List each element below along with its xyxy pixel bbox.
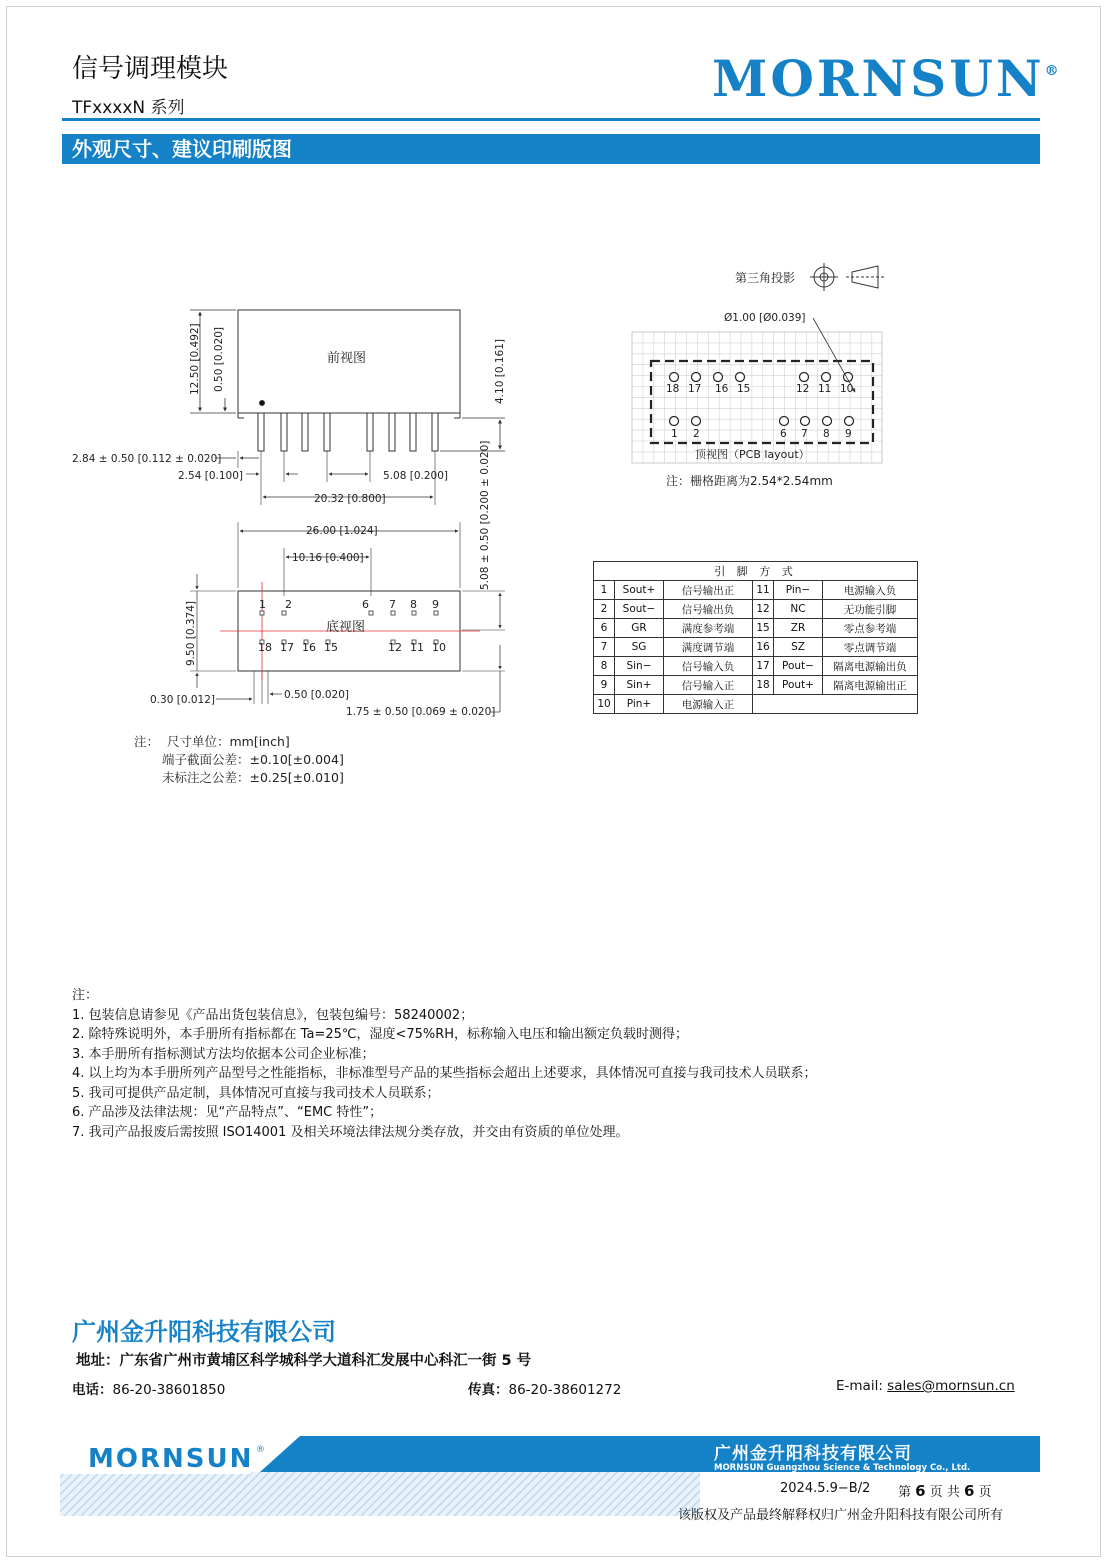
page-prefix: 第 [898, 1485, 912, 1500]
dim-pin-dia-b: 0.50 [0.020] [284, 689, 349, 701]
pin-table-cell: GR [615, 619, 664, 638]
pin-table-cell: Sout+ [615, 581, 664, 600]
pin-table-cell: 信号输出负 [664, 600, 753, 619]
pcb-pin-6: 6 [780, 428, 787, 440]
revision-date: 2024.5.9−B/2 [780, 1481, 871, 1496]
pin-table-cell: SZ [774, 638, 823, 657]
pin-table-cell: 零点调节端 [823, 638, 918, 657]
pcb-hole [714, 373, 723, 382]
pin-table-empty [753, 695, 918, 714]
pcb-hole [692, 417, 701, 426]
email-link[interactable]: sales@mornsun.cn [887, 1378, 1015, 1394]
pin-table-row [594, 581, 918, 600]
pcb-hole [692, 373, 701, 382]
pin-table-cell: 17 [753, 657, 774, 676]
drawing-tol2: 未标注之公差：±0.25[±0.010] [162, 770, 344, 785]
pcb-pin-7: 7 [801, 428, 808, 440]
pin-table-cell: 零点参考端 [823, 619, 918, 638]
pcb-pin-17: 17 [688, 383, 702, 395]
pin-table-title: 引 脚 方 式 [594, 562, 918, 581]
pin-table-cell: 10 [594, 695, 615, 714]
pin-table-cell: Pin+ [615, 695, 664, 714]
footer-logo-mark: ® [256, 1445, 265, 1455]
dim-edge: 1.75 ± 0.50 [0.069 ± 0.020] [346, 706, 496, 718]
dim-width: 26.00 [1.024] [306, 525, 378, 537]
dim-pin-dia-a: 0.30 [0.012] [150, 694, 215, 706]
pcb-hole [822, 373, 831, 382]
pcb-pin-15: 15 [737, 383, 751, 395]
pcb-pin-16: 16 [715, 383, 729, 395]
bv-pin-11: 11 [410, 641, 424, 654]
dim-span: 20.32 [0.800] [314, 493, 386, 505]
bv-pin-10: 10 [432, 641, 446, 654]
bv-pin-2: 2 [285, 598, 292, 611]
note-item: 7. 我司产品报废后需按照 ISO14001 及相关环境法律法规分类存放，并交由有资质的单位处理。 [72, 1124, 629, 1140]
drawing-notes [134, 733, 344, 787]
pin-table-cell: ZR [774, 619, 823, 638]
pin-table [593, 561, 918, 714]
pin-table-cell: 12 [753, 600, 774, 619]
drawing-unit: 尺寸单位：mm[inch] [166, 734, 290, 749]
pin-table-cell: 信号输出正 [664, 581, 753, 600]
dim-pin-length: 4.10 [0.161] [494, 339, 506, 404]
pin-table-cell: 信号输入负 [664, 657, 753, 676]
fax-value: 86-20-38601272 [508, 1382, 622, 1398]
pin-table-cell: 6 [594, 619, 615, 638]
phone-label: 电话： [72, 1382, 113, 1398]
phone [72, 1378, 225, 1398]
note-item: 4. 以上均为本手册所列产品型号之性能指标，非标准型号产品的某些指标会超出上述要求，具体情况可直接与我司技术人员联系； [72, 1066, 817, 1081]
footer-logo: MORNSUN [88, 1444, 254, 1474]
page-number [898, 1481, 992, 1500]
drawing-tol1: 端子截面公差：±0.10[±0.004] [162, 752, 344, 767]
pin-table-row [594, 638, 918, 657]
note-item: 2. 除特殊说明外，本手册所有指标都在 Ta=25℃，湿度<75%RH，标称输入电压和输出额定负载时测得； [72, 1027, 689, 1042]
phone-value: 86-20-38601850 [112, 1382, 226, 1398]
pin-table-cell: 1 [594, 581, 615, 600]
pin-table-row [594, 657, 918, 676]
note-item: 3. 本手册所有指标测试方法均依据本公司企业标准； [72, 1046, 375, 1062]
pin-table-cell: Pin− [774, 581, 823, 600]
pcb-grid-note: 注：栅格距离为2.54*2.54mm [666, 474, 833, 488]
logo-text: MORNSUN [712, 49, 1045, 108]
company-address: 地址：广东省广州市黄埔区科学城科学大道科汇发展中心科汇一街 5 号 [76, 1353, 532, 1369]
series-subtitle: TFxxxxN 系列 [72, 98, 185, 118]
pin-table-cell: 满度参考端 [664, 619, 753, 638]
pin-table-cell: 9 [594, 676, 615, 695]
notes-title: 注： [72, 988, 99, 1003]
pin-table-cell: 隔离电源输出负 [823, 657, 918, 676]
dim-pin-offset: 2.84 ± 0.50 [0.112 ± 0.020] [72, 453, 222, 465]
page-title: 信号调理模块 [72, 54, 229, 84]
bv-pin-17: 17 [280, 641, 294, 654]
pin-table-cell: 18 [753, 676, 774, 695]
company-name: 广州金升阳科技有限公司 [72, 1318, 336, 1346]
pcb-hole [736, 373, 745, 382]
note-item: 1. 包装信息请参见《产品出货包装信息》，包装包编号：58240002； [72, 1007, 474, 1023]
general-notes [72, 986, 817, 1142]
pcb-hole [780, 417, 789, 426]
footer-en-name: MORNSUN Guangzhou Science & Technology Co., Ltd. [714, 1463, 971, 1473]
dim-side-height: 9.50 [0.374] [185, 601, 197, 666]
bv-pin-16: 16 [302, 641, 316, 654]
pcb-pin-11: 11 [818, 383, 832, 395]
note-item: 5. 我司可提供产品定制，具体情况可直接与我司技术人员联系； [72, 1085, 440, 1101]
dim-top-gap: 0.50 [0.020] [213, 327, 225, 392]
pin1-dot [260, 401, 265, 406]
pin-table-cell: Pout− [774, 657, 823, 676]
pcb-hole [801, 417, 810, 426]
pin-table-cell: 电源输入正 [664, 695, 753, 714]
pcb-hole [670, 417, 679, 426]
footer-cn-name: 广州金升阳科技有限公司 [714, 1444, 912, 1464]
projection-label: 第三角投影 [735, 271, 796, 285]
pcb-pin-1: 1 [671, 428, 678, 440]
bottom-view-label: 底视图 [326, 620, 366, 635]
pin-table-cell: Pout+ [774, 676, 823, 695]
pcb-pin-8: 8 [823, 428, 830, 440]
page-mid: 页 共 [929, 1485, 960, 1500]
pcb-pin-12: 12 [796, 383, 810, 395]
pin-table-cell: 16 [753, 638, 774, 657]
pin-table-cell: 电源输入负 [823, 581, 918, 600]
dim-right-offset-a: 5.08 ± 0.50 [0.200 ± 0.020] [479, 440, 491, 590]
pin-table-cell: Sin− [615, 657, 664, 676]
bottom-view-drawing [190, 522, 505, 712]
dim-height: 12.50 [0.492] [189, 323, 201, 395]
pin-table-row [594, 619, 918, 638]
pin-table-cell: 15 [753, 619, 774, 638]
pcb-pin-9: 9 [845, 428, 852, 440]
pin-table-cell: 11 [753, 581, 774, 600]
email-label: E-mail: [836, 1378, 888, 1394]
copyright-notice: 该版权及产品最终解释权归广州金升阳科技有限公司所有 [678, 1508, 1004, 1523]
pin-table-cell: NC [774, 600, 823, 619]
pin-table-row [594, 695, 918, 714]
pin-table-cell: Sout− [615, 600, 664, 619]
pin-table-cell: Sin+ [615, 676, 664, 695]
pin-table-cell: 信号输入正 [664, 676, 753, 695]
pin-table-cell: SG [615, 638, 664, 657]
bv-pin-6: 6 [362, 598, 369, 611]
pin-table-row [594, 676, 918, 695]
bv-pin-9: 9 [432, 598, 439, 611]
page-total: 6 [964, 1482, 975, 1500]
pcb-pin-2: 2 [693, 428, 700, 440]
pcb-pin-18: 18 [666, 383, 680, 395]
pcb-hole [670, 373, 679, 382]
third-angle-projection-icon [810, 263, 884, 291]
page-suffix: 页 [978, 1485, 992, 1500]
pcb-pin-10: 10 [840, 383, 854, 395]
pin-table-cell: 8 [594, 657, 615, 676]
pcb-hole-dim: Ø1.00 [Ø0.039] [724, 312, 806, 324]
dim-gap: 5.08 [0.200] [383, 470, 448, 482]
bv-pin-1: 1 [259, 598, 266, 611]
pcb-hole [845, 417, 854, 426]
pcb-hole [800, 373, 809, 382]
pcb-caption: 顶视图（PCB layout） [695, 448, 810, 461]
drawing-notes-prefix: 注： [134, 734, 160, 749]
bv-pin-15: 15 [324, 641, 338, 654]
registered-mark: ® [1044, 63, 1059, 79]
fax [468, 1378, 621, 1398]
dim-pitch: 2.54 [0.100] [178, 470, 243, 482]
section-heading: 外观尺寸、建议印刷版图 [62, 134, 1040, 164]
bv-pin-8: 8 [410, 598, 417, 611]
pin-table-cell: 2 [594, 600, 615, 619]
email [836, 1378, 1015, 1394]
pin-table-cell: 7 [594, 638, 615, 657]
pin-table-cell: 满度调节端 [664, 638, 753, 657]
bv-pin-18: 18 [258, 641, 272, 654]
front-view-label: 前视图 [327, 351, 367, 366]
note-item: 6. 产品涉及法律法规：见“产品特点”、“EMC 特性”； [72, 1105, 383, 1120]
pin-table-cell: 无功能引脚 [823, 600, 918, 619]
pin-table-cell: 隔离电源输出正 [823, 676, 918, 695]
pin-table-row [594, 600, 918, 619]
fax-label: 传真： [468, 1382, 509, 1398]
pcb-hole [823, 417, 832, 426]
bv-pin-12: 12 [388, 641, 402, 654]
dim-inner: 10.16 [0.400] [292, 552, 364, 564]
bv-pin-7: 7 [389, 598, 396, 611]
page-current: 6 [915, 1482, 926, 1500]
